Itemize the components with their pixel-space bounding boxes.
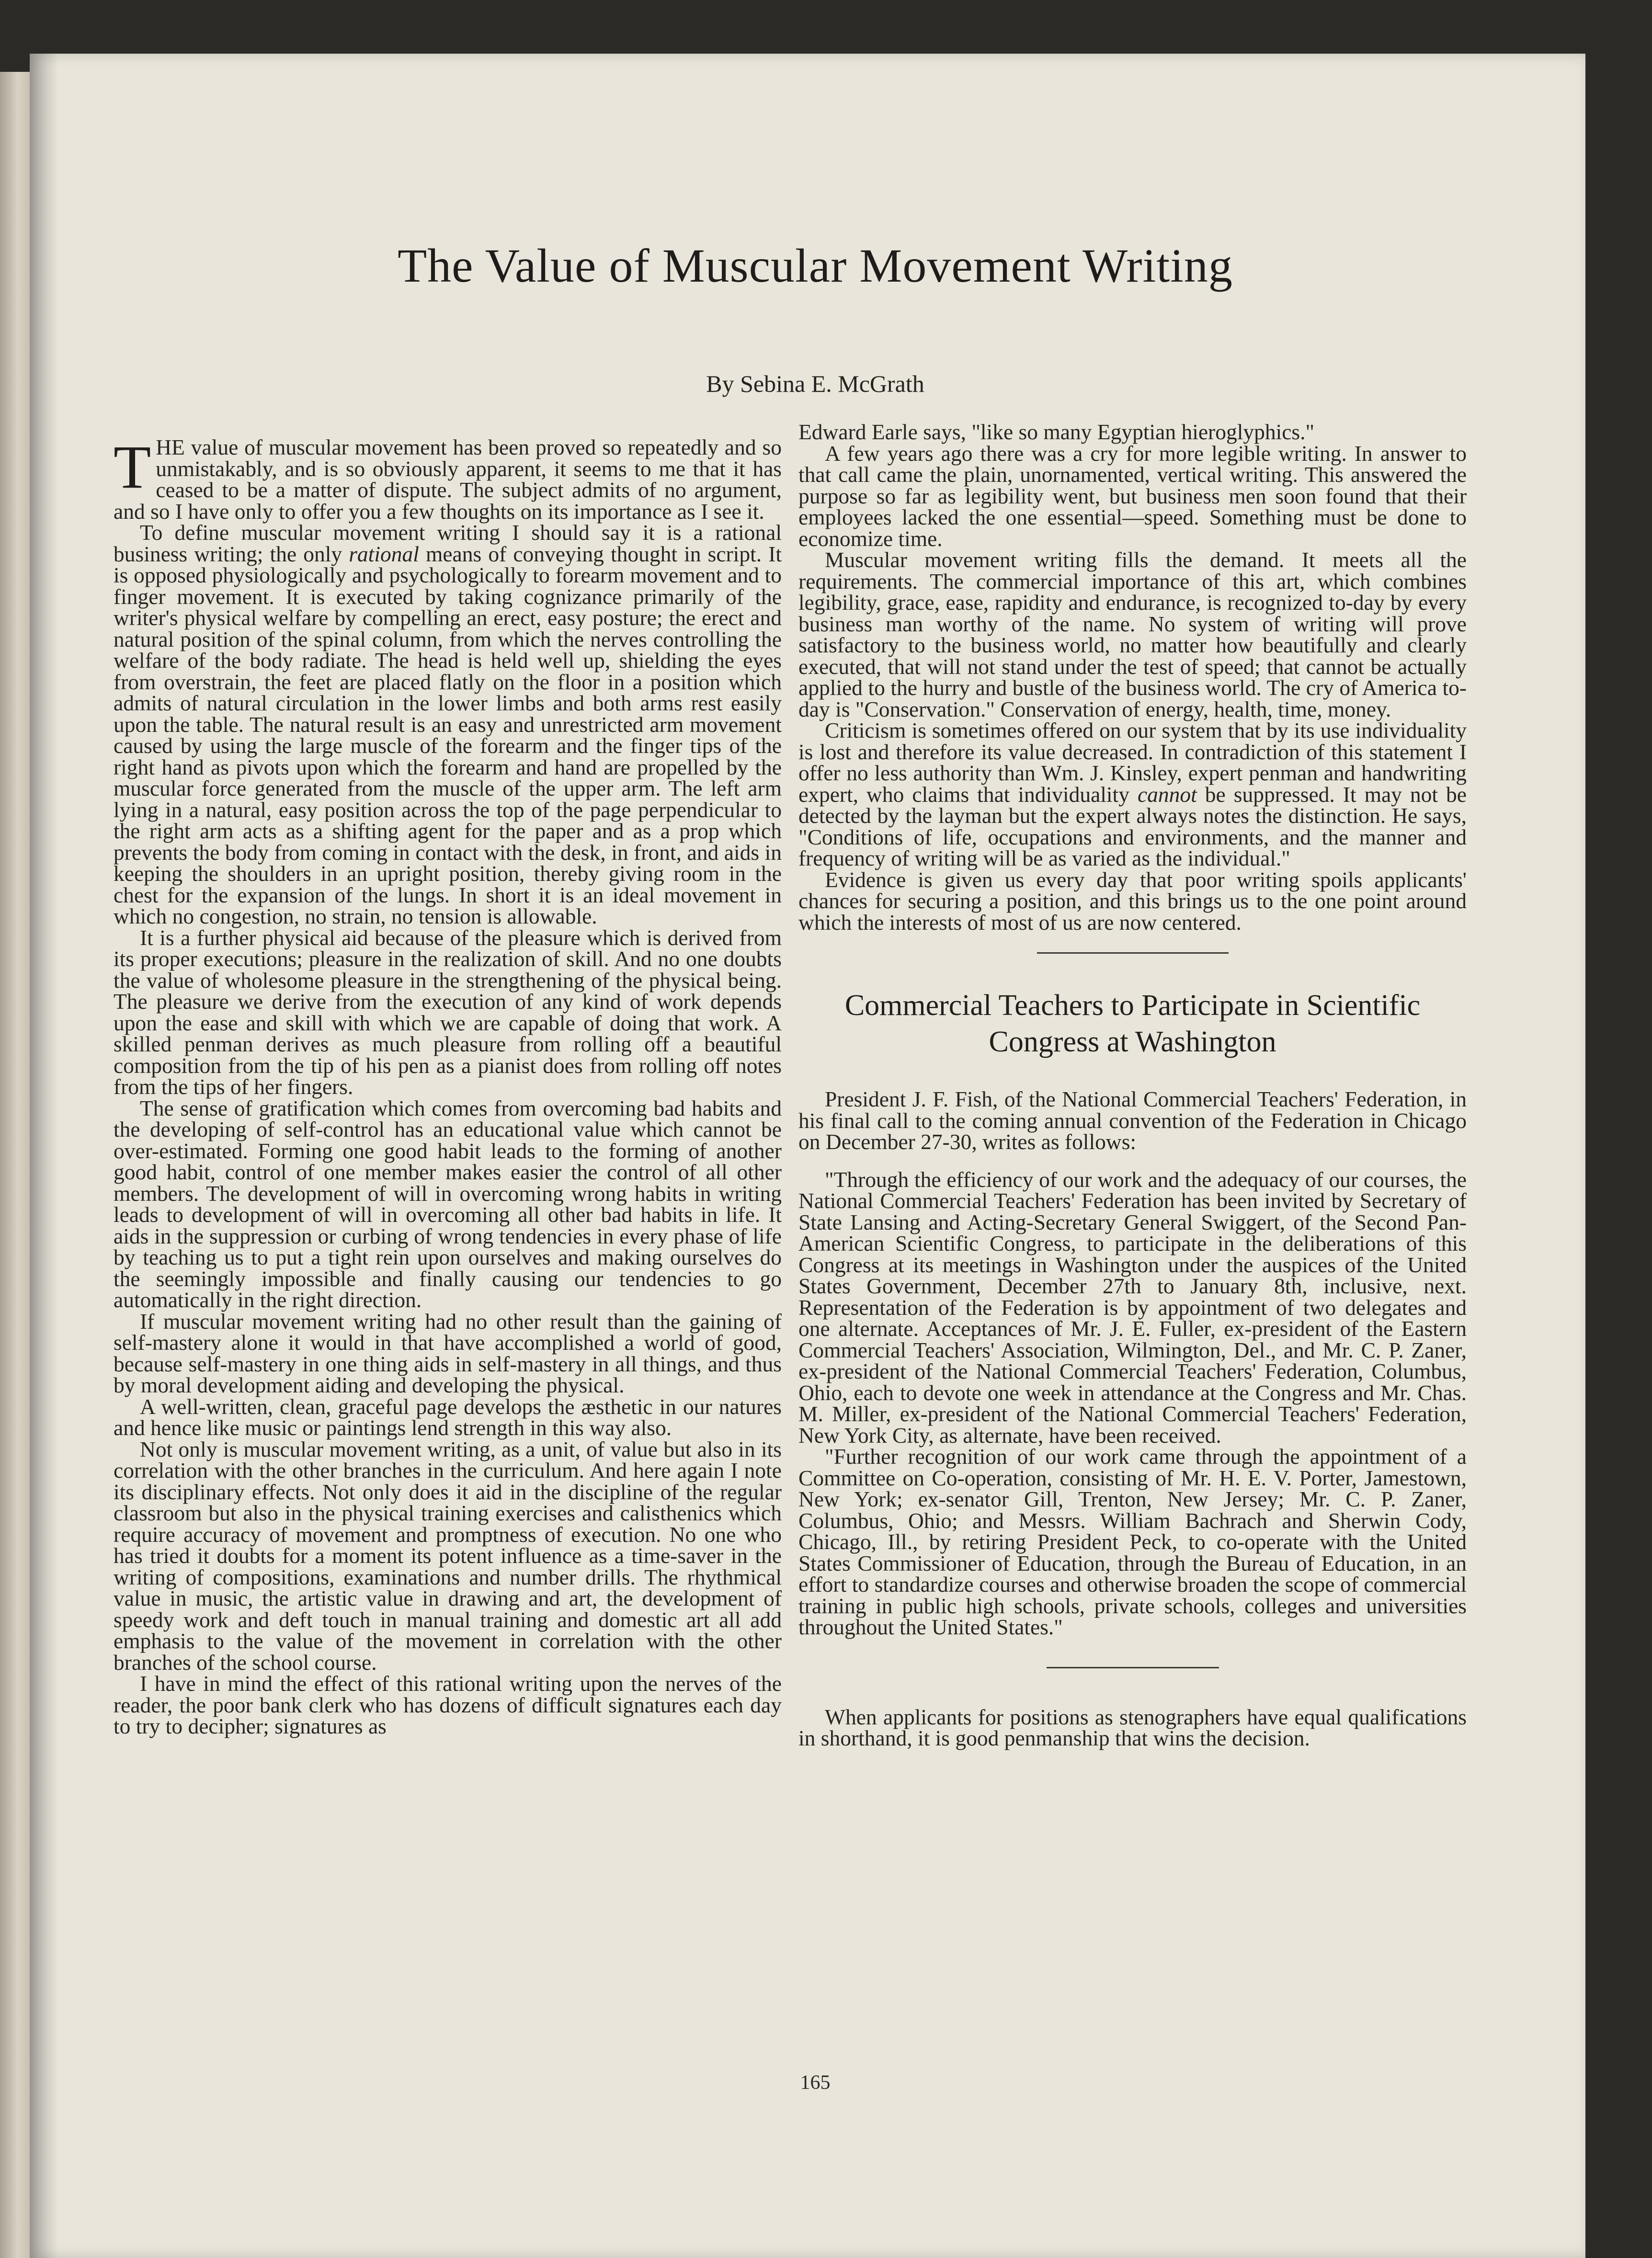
section-divider xyxy=(1047,1667,1219,1668)
section-divider xyxy=(1037,952,1229,954)
article-continuation-1: Edward Earle says, "like so many Egyptian hieroglyphics." xyxy=(798,420,1315,444)
page-gutter-shadow xyxy=(30,54,58,2258)
article-continuation-3: Muscular movement writing fills the demand. It meets all the requirements. The commercial importance of this art, which combines legibility, grace, ease, rapidity and endurance, is recognized to-day by every business man worthy of the name. No system of writing will prove satisfactory to the business world, no matter how beautifully and clearly executed, that will not stand under the test of speed; that cannot be actually applied to the hurry and bustle of the business world. The cry of America to-day is "Conservation." Conservation of energy, health, time, money. xyxy=(798,547,1467,721)
page-number: 165 xyxy=(800,2072,831,2094)
article-continuation-4: Criticism is sometimes offered on our system that by its use individuality is lost and therefore its value decreased. In contradiction of this statement I offer no less authority than Wm. J. Kinsley, expert penman and handwriting expert, who claims that individuality cannot be suppressed. It may not be detected by the layman but the expert always notes the distinction. He says, "Conditions of life, occupations and environments, and the manner and frequency of writing will be as varied as the individual." xyxy=(798,718,1467,870)
article-paragraph-1: THE value of muscular movement has been proved so repeatedly and so unmistakably, and is so obviously apparent, it seems to me that it has ceased to be a matter of dispute. The subject admits of no argument, and so I have only to offer you a few thoughts on its importance as I see it. xyxy=(114,433,782,524)
drop-cap: T xyxy=(114,433,151,501)
right-column xyxy=(798,422,1467,1749)
article-paragraph-6: A well-written, clean, graceful page develops the æsthetic in our natures and hence like music or paintings lend strength in this way also. xyxy=(114,1394,782,1440)
article-paragraph-8: I have in mind the effect of this rational writing upon the nerves of the reader, the poor bank clerk who has dozens of difficult signatures each day to try to decipher; signatures as xyxy=(114,1671,782,1738)
article-paragraph-2: To define muscular movement writing I should say it is a rational business writing; the only rational means of conveying thought in script. It is opposed physiologically and psychologically to forearm movement and to finger movement. It is executed by taking cognizance primarily of the writer's physical welfare by compelling an erect, easy posture; the erect and natural position of the spinal column, from which the nerves controlling the welfare of the body radiate. The head is held well up, shielding the eyes from overstrain, the feet are placed flatly on the floor in a position which admits of natural circulation in the lower limbs and both arms rest easily upon the table. The natural result is an easy and unrestricted arm movement caused by using the large muscle of the forearm and the finger tips of the right hand as pivots upon which the forearm and hand are propelled by the muscular force generated from the muscle of the upper arm. The left arm lying in a natural, easy position across the top of the page perpendicular to the right arm acts as a shifting agent for the paper and as a prop which prevents the body from coming in contact with the desk, in front, and aids in keeping the shoulders in an upright position, thereby giving room in the chest for the expansion of the lungs. In short it is an ideal movement in which no congestion, no strain, no tension is allowable. xyxy=(114,520,782,928)
article-continuation-2: A few years ago there was a cry for more legible writing. In answer to that call came the plain, unornamented, vertical writing. This answered the purpose so far as legibility went, but business men soon found that their employees lacked the one essential—speed. Something must be done to economize time. xyxy=(798,441,1467,551)
facing-page-edge xyxy=(0,72,30,2258)
article-paragraph-3: It is a further physical aid because of the pleasure which is derived from its proper executions; pleasure in the realization of skill. And no one doubts the value of wholesome pleasure in the strengthening of the physical being. The pleasure we derive from the execution of any kind of work depends upon the ease and skill with which we are capable of doing that work. A skilled penman derives as much pleasure from rolling off a beautiful composition from the tip of his pen as a pianist does from rolling off notes from the tips of her fingers. xyxy=(114,925,782,1099)
article-byline: By Sebina E. McGrath xyxy=(706,370,924,397)
left-column xyxy=(114,433,782,1738)
news-paragraph-1: President J. F. Fish, of the National Commercial Teachers' Federation, in his final call to the coming annual convention of the Federation in Chicago on December 27-30, writes as follows: xyxy=(798,1087,1467,1154)
article-title: The Value of Muscular Movement Writing xyxy=(398,239,1233,292)
news-title: Commercial Teachers to Participate in Scientific Congress at Washington xyxy=(844,989,1421,1058)
article-paragraph-5: If muscular movement writing had no other result than the gaining of self-mastery alone it would in that have accomplished a world of good, because self-mastery in one thing aids in self-mastery in all things, and thus by moral development aiding and developing the physical. xyxy=(114,1309,782,1397)
news-paragraph-2: "Through the efficiency of our work and the adequacy of our courses, the National Commercial Teachers' Federation has been invited by Secretary of State Lansing and Acting-Secretary General Swiggert, of the Second Pan-American Scientific Congress, to participate in the deliberations of this Congress at its meetings in Washington under the auspices of the United States Government, December 27th to January 8th, inclusive, next. Representation of the Federation is by appointment of two delegates and one alternate. Acceptances of Mr. J. E. Fuller, ex-president of the Eastern Commercial Teachers' Association, Wilmington, Del., and Mr. C. P. Zaner, ex-president of the National Commercial Teachers' Federation, Columbus, Ohio, each to devote one week in attendance at the Congress and Mr. Chas. M. Miller, ex-president of the National Commercial Teachers' Federation, New York City, as alternate, have been received. xyxy=(798,1167,1467,1448)
article-paragraph-4: The sense of gratification which comes from overcoming bad habits and the developing of self-control has an educational value which cannot be over-estimated. Forming one good habit leads to the forming of another good habit, control of one member makes easier the control of all other members. The development of will in overcoming wrong habits in writing leads to development of will in overcoming all other bad habits in life. It aids in the suppression or curbing of wrong tendencies in every phase of life by teaching us to put a tight rein upon ourselves and making ourselves do the seemingly impossible and finally causing our tendencies to go automatically in the right direction. xyxy=(114,1095,782,1312)
article-paragraph-7: Not only is muscular movement writing, as a unit, of value but also in its correlation with the other branches in the curriculum. And here again I note its disciplinary effects. Not only does it aid in the discipline of the regular classroom but also in the physical training exercises and calisthenics which require accuracy of movement and promptness of execution. No one who has tried it doubts for a moment its potent influence as a time-saver in the writing of compositions, examinations and number drills. The rhythmical value in music, the artistic value in drawing and art, the development of speedy work and deft touch in manual training and domestic art all add emphasis to the value of the movement in correlation with the other branches of the school course. xyxy=(114,1437,782,1675)
magazine-page xyxy=(30,54,1585,2258)
article-continuation-5: Evidence is given us every day that poor writing spoils applicants' chances for securing a position, and this brings us to the one point around which the interests of most of us are now centered. xyxy=(798,867,1467,935)
filler-note: When applicants for positions as stenographers have equal qualifications in shorthand, it is good penmanship that wins the decision. xyxy=(798,1704,1467,1750)
news-paragraph-3: "Further recognition of our work came through the appointment of a Committee on Co-operation, consisting of Mr. H. E. V. Porter, Jamestown, New York; ex-senator Gill, Trenton, New Jersey; Mr. C. P. Zaner, Columbus, Ohio; and Messrs. William Bachrach and Sherwin Cody, Chicago, Ill., by retiring President Peck, to co-operate with the United States Commissioner of Education, through the Bureau of Education, in an effort to standardize courses and otherwise broaden the scope of commercial training in public high schools, private schools, colleges and universities throughout the United States." xyxy=(798,1444,1467,1639)
